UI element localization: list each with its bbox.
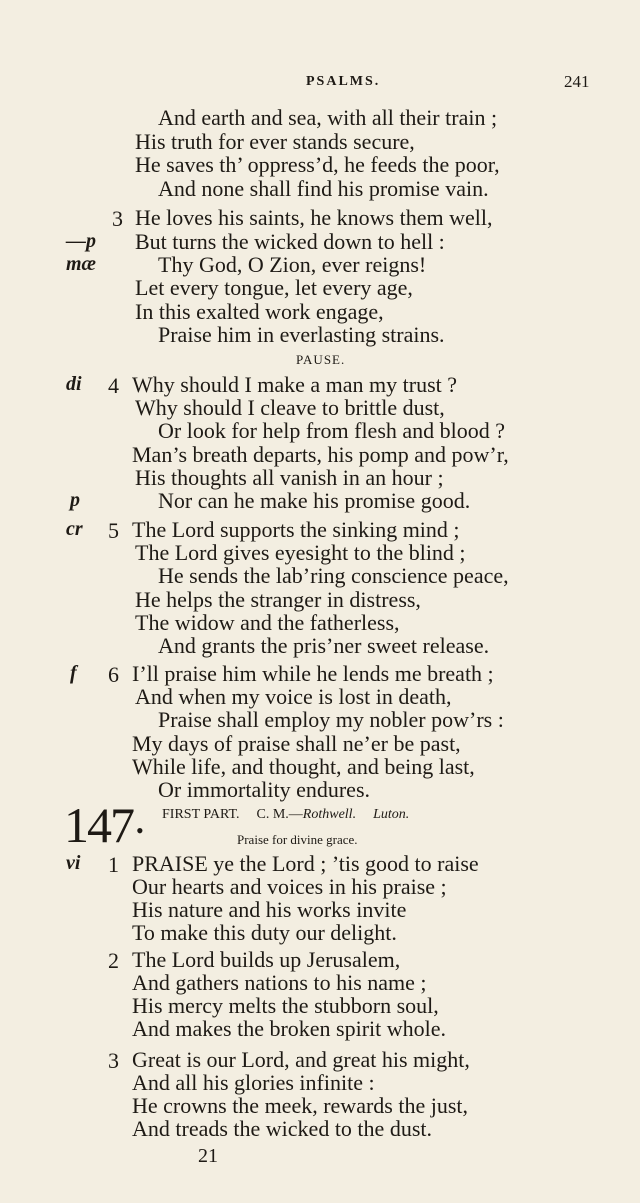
hymn-number-dot: • bbox=[136, 818, 144, 843]
verse-line: I’ll praise him while he lends me breath ; bbox=[132, 661, 494, 686]
verse-line: The widow and the fatherless, bbox=[135, 610, 400, 635]
verse-line: My days of praise shall ne’er be past, bbox=[132, 731, 461, 756]
verse-line: To make this duty our delight. bbox=[132, 920, 397, 945]
verse-line: Thy God, O Zion, ever reigns! bbox=[158, 252, 427, 277]
tune-name: Rothwell. bbox=[302, 807, 357, 822]
stanza-number: 4 bbox=[108, 373, 119, 398]
hymn-part: FIRST PART. bbox=[162, 807, 240, 822]
verse-line: He crowns the meek, rewards the just, bbox=[132, 1093, 469, 1118]
dynamic-mark: di bbox=[66, 373, 82, 395]
verse-line: Man’s breath departs, his pomp and pow’r, bbox=[132, 442, 509, 467]
verse-line: And makes the broken spirit whole. bbox=[132, 1016, 447, 1041]
verse-line: And grants the pris’ner sweet release. bbox=[158, 633, 490, 658]
verse-line: His truth for ever stands secure, bbox=[135, 129, 415, 154]
verse-line: He saves th’ oppress’d, he feeds the poor, bbox=[135, 152, 500, 177]
verse-line: And earth and sea, with all their train ; bbox=[158, 105, 498, 130]
verse-line: In this exalted work engage, bbox=[135, 299, 384, 324]
verse-line: And none shall find his promise vain. bbox=[158, 176, 489, 201]
hymn-subtitle: Praise for divine grace. bbox=[237, 832, 358, 847]
verse-line: The Lord builds up Jerusalem, bbox=[132, 947, 401, 972]
verse-line: And when my voice is lost in death, bbox=[135, 684, 452, 709]
hymn-meter: C. M.— bbox=[256, 807, 303, 822]
verse-line: He helps the stranger in distress, bbox=[135, 587, 421, 612]
dynamic-mark: cr bbox=[66, 518, 83, 540]
verse-line: He sends the lab’ring conscience peace, bbox=[158, 563, 509, 588]
verse-line: While life, and thought, and being last, bbox=[132, 754, 475, 779]
verse-line: But turns the wicked down to hell : bbox=[135, 229, 445, 254]
stanza-number: 3 bbox=[112, 206, 123, 231]
verse-line: And gathers nations to his name ; bbox=[132, 970, 427, 995]
verse-line: Praise shall employ my nobler pow’rs : bbox=[158, 707, 504, 732]
dynamic-mark: p bbox=[70, 489, 80, 511]
verse-line: Why should I make a man my trust ? bbox=[132, 372, 458, 397]
verse-line: Our hearts and voices in his praise ; bbox=[132, 874, 447, 899]
stanza-number: 1 bbox=[108, 852, 119, 877]
verse-line: Nor can he make his promise good. bbox=[158, 488, 471, 513]
pause-label: PAUSE. bbox=[296, 352, 346, 367]
dynamic-mark: vi bbox=[66, 852, 81, 874]
stanza-number: 2 bbox=[108, 948, 119, 973]
verse-line: Let every tongue, let every age, bbox=[135, 275, 413, 300]
verse-line: The Lord gives eyesight to the blind ; bbox=[135, 540, 466, 565]
stanza-number: 3 bbox=[108, 1048, 119, 1073]
signature-mark: 21 bbox=[198, 1145, 218, 1167]
dynamic-mark: f bbox=[70, 662, 77, 684]
hymn-meta bbox=[162, 807, 409, 823]
tune-name: Luton. bbox=[373, 807, 410, 822]
verse-line: The Lord supports the sinking mind ; bbox=[132, 517, 460, 542]
dynamic-mark: mæ bbox=[66, 253, 96, 275]
verse-line: Praise him in everlasting strains. bbox=[158, 322, 445, 347]
verse-line: His nature and his works invite bbox=[132, 897, 407, 922]
verse-line: He loves his saints, he knows them well, bbox=[135, 205, 493, 230]
verse-line: Great is our Lord, and great his might, bbox=[132, 1047, 470, 1072]
hymn-number: 147 bbox=[64, 797, 133, 853]
dynamic-mark: —p bbox=[66, 230, 96, 252]
verse-line: Why should I cleave to brittle dust, bbox=[135, 395, 445, 420]
verse-line: And treads the wicked to the dust. bbox=[132, 1116, 432, 1141]
verse-line: Or look for help from flesh and blood ? bbox=[158, 418, 506, 443]
verse-line: His mercy melts the stubborn soul, bbox=[132, 993, 439, 1018]
verse-line: And all his glories infinite : bbox=[132, 1070, 375, 1095]
verse-line: His thoughts all vanish in an hour ; bbox=[135, 465, 444, 490]
verse-line: PRAISE ye the Lord ; ’tis good to raise bbox=[132, 851, 479, 876]
stanza-number: 5 bbox=[108, 518, 119, 543]
running-title: PSALMS. bbox=[306, 74, 381, 89]
stanza-number: 6 bbox=[108, 662, 119, 687]
verse-line: Or immortality endures. bbox=[158, 777, 371, 802]
page-number: 241 bbox=[564, 72, 590, 91]
